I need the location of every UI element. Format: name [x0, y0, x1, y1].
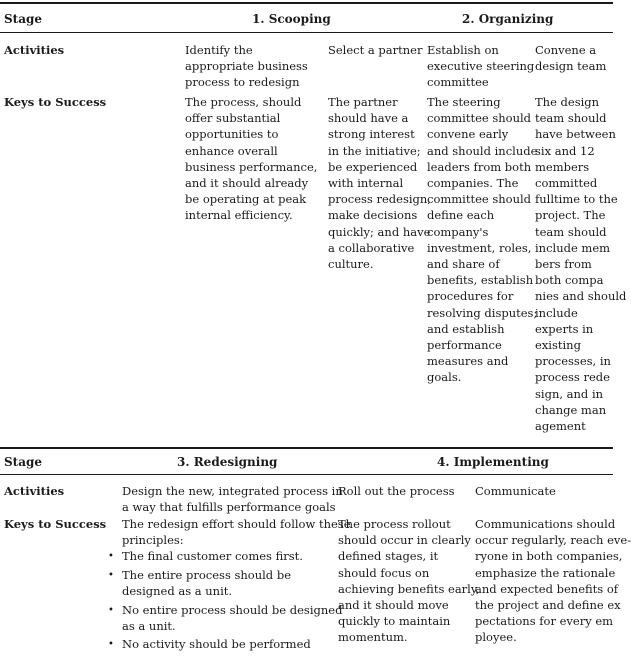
design-team-keys: The design team should have between six and 12 members committed fulltime to the project. The team should include mem bers from both compa nies and should include experts in existing processes, in process rede sign, and in change man agement: [535, 95, 627, 434]
redesign-keys-intro: The redesign effort should follow these principles:: [122, 517, 351, 548]
redesign-activity: Design the new, integrated process in a way that fulfills performance goals: [122, 484, 343, 515]
header-rule-1: [0, 32, 613, 33]
bullet-3-icon: •: [108, 605, 114, 616]
bullet-1-icon: •: [108, 551, 114, 562]
stage-1-header: 1. Scooping: [252, 12, 331, 26]
rollout-activity: Roll out the process: [338, 484, 455, 498]
bullet-2-icon: •: [108, 570, 114, 581]
redesign-principle-2: The entire process should be designed as a unit.: [122, 568, 291, 599]
partner-activity: Select a partner: [328, 43, 423, 57]
communicate-activity: Communicate: [475, 484, 556, 498]
scooping-activity: Identify the appropriate business process to redesign: [185, 43, 308, 90]
partner-keys: The partner should have a strong interest in the initiative; be experienced with internal process redesign, make decisions quickly; and have a collaborative culture.: [328, 95, 431, 272]
redesign-principle-4: No activity should be performed: [122, 637, 311, 651]
committee-keys: The steering committee should convene early and should include leaders from both companies. The committee should define each company's investment, roles, and share of benefits, establish procedures for resolving disputes; and establish performance measures and goals.: [427, 95, 538, 385]
activities-label-top: Activities: [4, 43, 65, 57]
scooping-keys: The process, should offer substantial opportunities to enhance overall business performance, and it should already be operating at peak internal efficiency.: [185, 95, 318, 223]
design-team-activity: Convene a design team: [535, 43, 607, 74]
activities-label-bottom: Activities: [4, 484, 65, 498]
redesign-principle-1: The final customer comes first.: [122, 549, 303, 563]
keys-label-bottom: Keys to Success: [4, 517, 107, 531]
communicate-keys: Communications should occur regularly, reach eve- ryone in both companies, emphasize the rationale and expected benefits of the project and define ex pectations for every em ployee.: [475, 517, 631, 645]
bullet-4-icon: •: [108, 639, 114, 650]
stage-label-bottom: Stage: [4, 455, 43, 469]
stage-3-header: 3. Redesigning: [177, 455, 278, 469]
committee-activity: Establish on executive steering committee: [427, 43, 535, 90]
redesign-principle-3: No entire process should be designed as a unit.: [122, 603, 343, 634]
rollout-keys: The process rollout should occur in clearly defined stages, it should focus on achieving benefits early, and it should move quickly to maintain momentum.: [338, 517, 480, 645]
section-divider: [0, 447, 613, 449]
stage-4-header: 4. Implementing: [437, 455, 549, 469]
stage-2-header: 2. Organizing: [462, 12, 554, 26]
stage-label-top: Stage: [4, 12, 43, 26]
keys-label-top: Keys to Success: [4, 95, 107, 109]
header-rule-2: [0, 474, 613, 475]
top-rule: [0, 2, 613, 4]
